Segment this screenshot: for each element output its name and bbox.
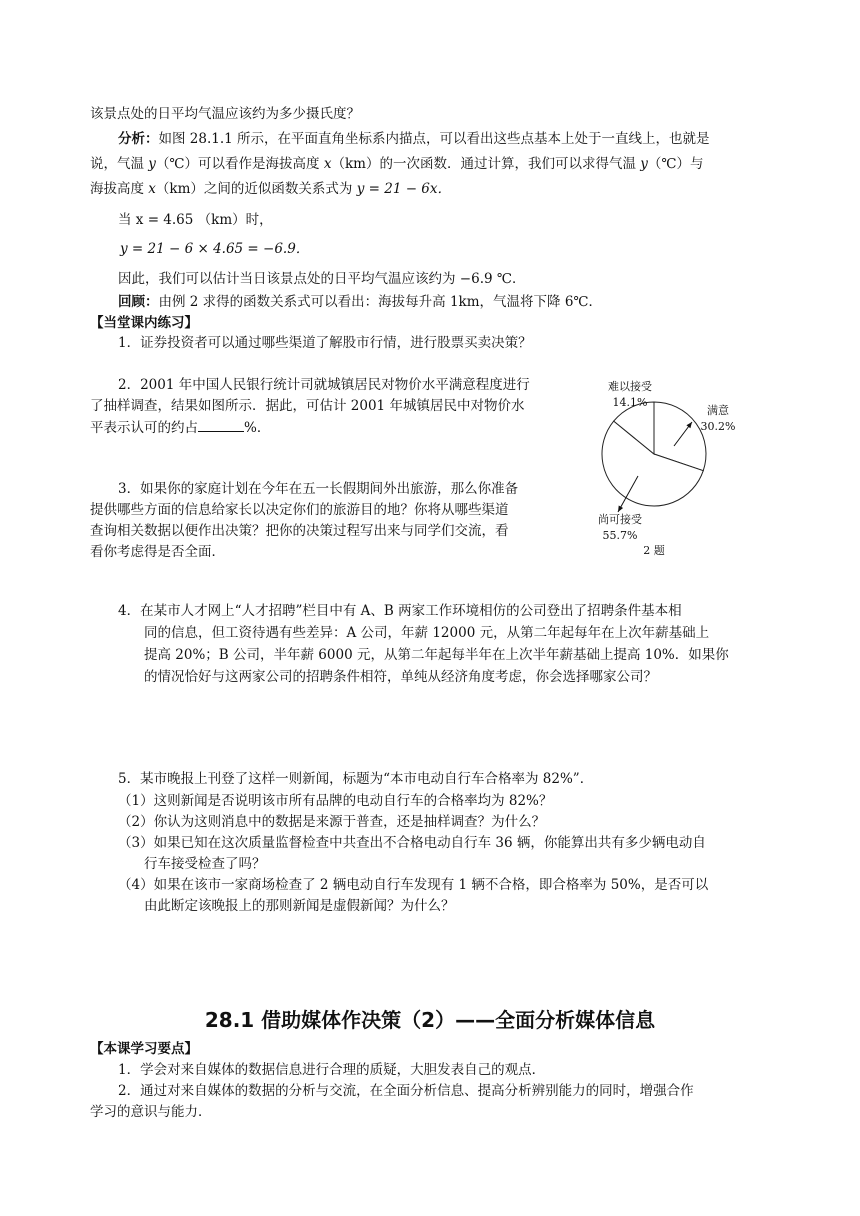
text: （℃）可以看作是海拔高度 [155,156,324,172]
question-5-sub-4-line-2: 由此断定该晚报上的那则新闻是虚假新闻？为什么？ [144,898,455,914]
question-3-line-3: 查询相关数据以便作出决策？把你的决策过程写出来与同学们交流，看 [90,523,509,539]
key-point-2-line-1: 2．通过对来自媒体的数据的分析与交流，在全面分析信息、提高分析辨别能力的同时，增强合作 [118,1083,694,1099]
analysis-line-1 [118,130,710,148]
question-5-line-1: 5．某市晚报上刊登了这样一则新闻，标题为“本市电动自行车合格率为 82%”． [118,771,594,787]
var-y: y [148,156,156,172]
text: 说，气温 [90,156,149,172]
question-3-line-2: 提供哪些方面的信息给家长以决定你们的旅游目的地？你将从哪些渠道 [90,502,509,518]
question-2-line-3 [90,418,270,437]
text: （km）的一次函数．通过计算，我们可以求得气温 [331,156,641,172]
analysis-line-2 [90,155,704,173]
review-text: 由例 2 求得的函数关系式可以看出：海拔每升高 1km，气温将下降 6℃． [158,294,603,310]
pie-chart [590,372,736,564]
text: 海拔高度 [90,181,149,197]
pie-label-value: 55.7% [602,529,638,542]
var-y: y [640,156,648,172]
question-5-sub-2: （2）你认为这则消息中的数据是来源于普查，还是抽样调查？为什么？ [118,814,546,830]
question-1: 1．证券投资者可以通过哪些渠道了解股市行情，进行股票买卖决策？ [118,335,532,351]
var-x: x [323,156,332,172]
question-2-line-1: 2．2001 年中国人民银行统计司就城镇居民对物价水平满意程度进行 [118,377,530,393]
key-points-header: 【本课学习要点】 [90,1041,198,1057]
question-4-line-2: 同的信息，但工资待遇有些差异：A 公司，年薪 12000 元，从第二年起每年在上次年薪基础上 [144,625,710,641]
analysis-text-1: 如图 28.1.1 所示，在平面直角坐标系内描点，可以看出这些点基本上处于一直线上，也就是 [158,131,710,147]
review-label: 回顾： [118,294,159,310]
review-line [118,293,602,311]
analysis-line-3 [90,180,451,198]
calc-line: y = 21 − 6 × 4.65 = −6.9． [120,241,310,257]
pie-label-name: 满意 [707,404,729,417]
pie-label-name: 难以接受 [608,380,652,393]
intro-line: 该景点处的日平均气温应该约为多少摄氏度？ [90,106,360,122]
question-3-line-4: 看你考虑得是否全面． [90,544,225,560]
pie-label-name: 尚可接受 [598,513,642,526]
conclusion-line: 因此，我们可以估计当日该景点处的日平均气温应该约为 −6.9 ℃． [118,271,526,287]
section-title: 28.1 借助媒体作决策（2）——全面分析媒体信息 [204,1008,656,1032]
var-x: x [148,181,156,197]
question-5-sub-1: （1）这则新闻是否说明该市所有品牌的电动自行车的合格率均为 82%？ [118,793,553,809]
pie-label-value: 30.2% [700,420,736,433]
practice-header: 【当堂课内练习】 [90,315,198,331]
question-2-line-2: 了抽样调查，结果如图所示．据此，可估计 2001 年城镇居民中对物价水 [90,398,525,414]
question-4-line-3: 提高 20%；B 公司，半年薪 6000 元，从第二年起每半年在上次半年薪基础上提高 10%．如果你 [144,647,729,663]
question-3-line-1: 3．如果你的家庭计划在今年在五一长假期间外出旅游，那么你准备 [118,481,519,497]
chart-caption: 2 题 [643,544,665,557]
text: %． [244,420,271,436]
text: （km）之间的近似函数关系式为 [155,181,357,197]
text: （℃）与 [647,156,704,172]
when-line: 当 x = 4.65 （km）时， [118,212,273,228]
analysis-label: 分析： [118,131,159,147]
text: 平表示认可的约占 [90,420,198,436]
question-5-sub-4-line-1: （4）如果在该市一家商场检查了 2 辆电动自行车发现有 1 辆不合格，即合格率为 50%，是否可以 [118,877,709,893]
equation: y = 21 − 6x． [356,181,451,197]
question-5-sub-3-line-2: 行车接受检查了吗？ [144,856,266,872]
key-point-2-line-2: 学习的意识与能力． [90,1104,212,1120]
question-4-line-4: 的情况恰好与这两家公司的招聘条件相符，单纯从经济角度考虑，你会选择哪家公司？ [144,669,657,685]
question-5-sub-3-line-1: （3）如果已知在这次质量监督检查中共查出不合格电动自行车 36 辆，你能算出共有多少辆电动自 [118,835,706,851]
answer-blank[interactable] [198,418,244,432]
question-4-line-1: 4．在某市人才网上“人才招聘”栏目中有 A、B 两家工作环境相仿的公司登出了招聘条件基本相 [118,603,682,619]
key-point-1: 1．学会对来自媒体的数据信息进行合理的质疑，大胆发表自己的观点． [118,1062,546,1078]
pie-label-value: 14.1% [612,396,648,409]
